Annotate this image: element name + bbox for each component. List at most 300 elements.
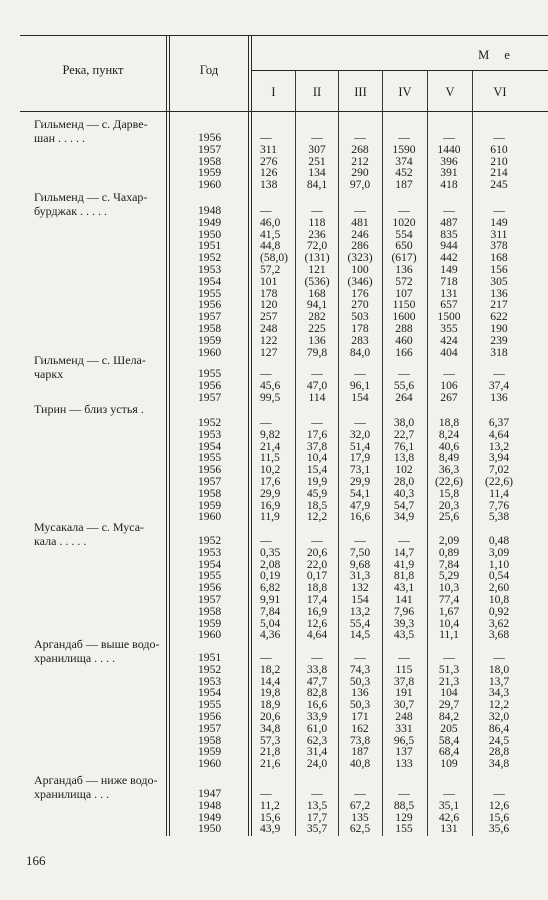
value-cell: 115 bbox=[395, 662, 413, 676]
value-cell: 7,96 bbox=[393, 604, 415, 618]
value-cell: 0,92 bbox=[488, 604, 510, 618]
year-cell: 1953 bbox=[198, 427, 222, 441]
value-cell: 718 bbox=[440, 274, 458, 288]
value-cell: — bbox=[443, 651, 455, 664]
value-cell: 137 bbox=[395, 745, 413, 759]
value-cell: 178 bbox=[260, 286, 278, 300]
value-cell: 21,6 bbox=[260, 757, 281, 771]
value-cell: 67,2 bbox=[349, 798, 371, 812]
value-cell: 481 bbox=[351, 215, 369, 229]
value-cell: 572 bbox=[395, 274, 413, 288]
value-cell: 5,38 bbox=[488, 510, 510, 524]
value-cell: 17,6 bbox=[306, 427, 328, 441]
value-cell: 5,04 bbox=[260, 616, 281, 630]
table-top-rule bbox=[20, 35, 548, 36]
value-cell: 17,6 bbox=[260, 475, 281, 488]
value-cell: 19,8 bbox=[260, 686, 281, 700]
value-cell: 24,5 bbox=[488, 733, 510, 747]
value-cell: 6,37 bbox=[488, 416, 510, 429]
value-cell: — bbox=[260, 131, 272, 144]
value-cell: 16,9 bbox=[306, 604, 328, 618]
value-cell: 38,0 bbox=[393, 416, 415, 429]
year-cell: 1955 bbox=[198, 698, 222, 712]
value-cell: 12,6 bbox=[488, 798, 510, 812]
value-cell: 212 bbox=[351, 154, 369, 168]
value-cell: 12,2 bbox=[306, 510, 328, 524]
value-cell: 15,8 bbox=[438, 486, 460, 500]
value-cell: 214 bbox=[490, 166, 508, 180]
value-cell: — bbox=[260, 787, 272, 800]
value-cell: 239 bbox=[490, 333, 508, 347]
value-cell: 264 bbox=[395, 390, 413, 404]
station-name-line: Мусакала — с. Муса- bbox=[34, 520, 145, 534]
value-cell: 96,1 bbox=[349, 378, 371, 392]
value-cell: 54,7 bbox=[393, 498, 415, 512]
value-cell: 305 bbox=[490, 274, 508, 288]
value-cell: 44,8 bbox=[260, 239, 281, 253]
value-cell: 1440 bbox=[437, 142, 461, 156]
value-cell: 17,7 bbox=[306, 810, 328, 824]
value-cell: 396 bbox=[440, 154, 458, 168]
year-cell: 1952 bbox=[198, 416, 222, 429]
year-cell: 1957 bbox=[198, 390, 222, 404]
value-cell: 21,4 bbox=[260, 439, 281, 453]
value-cell: 45,9 bbox=[306, 486, 328, 500]
value-cell: 205 bbox=[440, 721, 458, 735]
value-cell: — bbox=[311, 651, 323, 664]
value-cell: 1590 bbox=[392, 142, 416, 156]
value-cell: 35,7 bbox=[306, 822, 328, 836]
year-cell: 1957 bbox=[198, 310, 222, 324]
station-name-line: хранилища . . . . bbox=[34, 651, 116, 665]
value-cell: 267 bbox=[440, 390, 458, 404]
value-cell: 136 bbox=[395, 263, 413, 276]
value-cell: 162 bbox=[351, 721, 369, 735]
value-cell: 374 bbox=[395, 154, 413, 168]
value-cell: — bbox=[311, 416, 323, 429]
value-cell: 62,3 bbox=[306, 733, 328, 747]
value-cell: 122 bbox=[260, 333, 278, 347]
value-cell: 835 bbox=[440, 227, 458, 241]
value-cell: 156 bbox=[490, 263, 508, 276]
value-cell: 190 bbox=[490, 322, 508, 335]
value-cell: 50,3 bbox=[349, 698, 371, 712]
value-cell: 107 bbox=[395, 286, 413, 300]
value-cell: 4,64 bbox=[488, 427, 510, 441]
value-cell: 245 bbox=[490, 178, 508, 192]
value-cell: 43,5 bbox=[393, 628, 415, 642]
year-cell: 1948 bbox=[198, 798, 222, 812]
value-cell: 404 bbox=[440, 345, 458, 359]
value-cell: 442 bbox=[440, 251, 458, 265]
value-cell: 37,8 bbox=[306, 439, 328, 453]
value-cell: 168 bbox=[490, 251, 508, 265]
value-cell: 28,8 bbox=[488, 745, 510, 759]
value-cell: 136 bbox=[490, 286, 508, 300]
value-cell: (22,6) bbox=[484, 475, 513, 488]
value-cell: 33,8 bbox=[306, 662, 328, 676]
value-cell: 1,10 bbox=[488, 557, 510, 571]
value-cell: 18,5 bbox=[306, 498, 328, 512]
value-cell: 452 bbox=[395, 166, 413, 180]
value-cell: 84,1 bbox=[306, 178, 328, 192]
year-cell: 1959 bbox=[198, 333, 222, 347]
value-cell: 42,6 bbox=[438, 810, 460, 824]
value-cell: 106 bbox=[440, 378, 458, 392]
year-cell: 1955 bbox=[198, 286, 222, 300]
value-cell: 6,82 bbox=[260, 581, 281, 595]
value-cell: 34,3 bbox=[488, 686, 510, 700]
value-cell: 40,3 bbox=[393, 486, 415, 500]
value-cell: 2,09 bbox=[438, 534, 460, 547]
value-cell: 2,60 bbox=[488, 581, 510, 595]
value-cell: 30,7 bbox=[393, 698, 415, 712]
value-cell: 74,3 bbox=[349, 662, 371, 676]
value-cell: 29,7 bbox=[438, 698, 460, 712]
year-cell: 1954 bbox=[198, 686, 222, 700]
year-cell: 1955 bbox=[198, 569, 222, 583]
value-cell: 286 bbox=[351, 239, 369, 253]
value-cell: 217 bbox=[490, 298, 508, 312]
value-cell: — bbox=[398, 787, 410, 800]
place-column-divider bbox=[166, 36, 170, 836]
value-cell: 424 bbox=[440, 333, 458, 347]
year-cell: 1953 bbox=[198, 545, 222, 559]
value-cell: 138 bbox=[260, 178, 278, 192]
value-cell: — bbox=[398, 204, 410, 217]
station-name-line: Гильменд — с. Дарве- bbox=[34, 117, 148, 131]
value-cell: 25,6 bbox=[438, 510, 460, 524]
value-cell: 276 bbox=[260, 154, 278, 168]
station-name-line: чаркх bbox=[34, 367, 64, 381]
value-cell: 109 bbox=[440, 757, 458, 771]
column-divider-5 bbox=[472, 71, 473, 836]
value-cell: 11,2 bbox=[260, 798, 280, 812]
value-cell: 11,9 bbox=[260, 510, 280, 524]
value-cell: 268 bbox=[351, 142, 369, 156]
value-cell: 47,9 bbox=[349, 498, 371, 512]
value-cell: 307 bbox=[308, 142, 326, 156]
value-cell: 24,0 bbox=[306, 757, 328, 771]
value-cell: 31,3 bbox=[349, 569, 371, 583]
year-cell: 1958 bbox=[198, 733, 222, 747]
value-cell: — bbox=[354, 416, 366, 429]
header-month-6: VI bbox=[493, 85, 507, 99]
value-cell: 1020 bbox=[392, 215, 416, 229]
value-cell: 154 bbox=[351, 593, 369, 606]
header-month-4: IV bbox=[398, 85, 412, 99]
value-cell: 72,0 bbox=[306, 239, 328, 253]
value-cell: 101 bbox=[260, 274, 278, 288]
value-cell: 7,84 bbox=[438, 557, 460, 571]
header-month-3: III bbox=[354, 85, 367, 99]
value-cell: 15,6 bbox=[488, 810, 510, 824]
value-cell: — bbox=[354, 131, 366, 144]
value-cell: 40,6 bbox=[438, 439, 460, 453]
value-cell: 270 bbox=[351, 298, 369, 312]
value-cell: 0,89 bbox=[438, 545, 460, 559]
header-month-group: М е bbox=[478, 48, 516, 62]
value-cell: 77,4 bbox=[438, 593, 460, 606]
value-cell: 61,0 bbox=[306, 721, 328, 735]
station-name-line: Аргандаб — ниже водо- bbox=[34, 773, 158, 787]
value-cell: 176 bbox=[351, 286, 369, 300]
year-cell: 1960 bbox=[198, 345, 222, 359]
value-cell: (617) bbox=[391, 251, 417, 265]
value-cell: 19,9 bbox=[306, 475, 328, 488]
value-cell: 16,6 bbox=[306, 698, 328, 712]
value-cell: 15,6 bbox=[260, 810, 281, 824]
value-cell: (346) bbox=[347, 274, 373, 288]
value-cell: 99,5 bbox=[260, 390, 281, 404]
value-cell: 5,29 bbox=[438, 569, 460, 583]
year-cell: 1958 bbox=[198, 154, 222, 168]
value-cell: 97,0 bbox=[349, 178, 371, 192]
value-cell: 20,3 bbox=[438, 498, 460, 512]
station-name-line: хранилища . . . bbox=[34, 787, 110, 801]
value-cell: 650 bbox=[395, 239, 413, 253]
year-cell: 1957 bbox=[198, 593, 222, 606]
value-cell: 73,8 bbox=[349, 733, 371, 747]
value-cell: 9,82 bbox=[260, 427, 281, 441]
value-cell: 126 bbox=[260, 166, 278, 180]
value-cell: 47,7 bbox=[306, 674, 328, 688]
value-cell: 14,5 bbox=[349, 628, 371, 642]
value-cell: 4,36 bbox=[260, 628, 281, 642]
value-cell: 22,7 bbox=[393, 427, 415, 441]
value-cell: 84,2 bbox=[438, 710, 460, 723]
value-cell: 0,48 bbox=[488, 534, 510, 547]
value-cell: — bbox=[398, 367, 410, 380]
year-cell: 1948 bbox=[198, 204, 222, 217]
value-cell: 82,8 bbox=[306, 686, 328, 700]
value-cell: 10,3 bbox=[438, 581, 460, 595]
year-cell: 1950 bbox=[198, 822, 222, 836]
value-cell: (323) bbox=[347, 251, 373, 265]
year-cell: 1956 bbox=[198, 131, 222, 144]
value-cell: 39,3 bbox=[393, 616, 415, 630]
value-cell: — bbox=[493, 204, 505, 217]
value-cell: — bbox=[311, 367, 323, 380]
value-cell: 191 bbox=[395, 686, 413, 700]
value-cell: 16,9 bbox=[260, 498, 281, 512]
value-cell: 129 bbox=[395, 810, 413, 824]
value-cell: 14,4 bbox=[260, 674, 281, 688]
value-cell: 3,68 bbox=[488, 628, 510, 642]
year-cell: 1957 bbox=[198, 721, 222, 735]
value-cell: 1500 bbox=[437, 310, 461, 324]
value-cell: 22,0 bbox=[306, 557, 328, 571]
value-cell: 31,4 bbox=[306, 745, 328, 759]
year-cell: 1959 bbox=[198, 745, 222, 759]
year-cell: 1960 bbox=[198, 628, 222, 642]
value-cell: 248 bbox=[395, 710, 413, 723]
value-cell: (58,0) bbox=[260, 251, 289, 265]
value-cell: — bbox=[493, 651, 505, 664]
value-cell: 503 bbox=[351, 310, 369, 324]
value-cell: 54,1 bbox=[349, 486, 371, 500]
value-cell: 18,0 bbox=[488, 662, 510, 676]
value-cell: 10,4 bbox=[306, 451, 328, 465]
value-cell: 3,62 bbox=[488, 616, 510, 630]
value-cell: (22,6) bbox=[434, 475, 463, 488]
header-year: Год bbox=[199, 63, 219, 77]
year-cell: 1960 bbox=[198, 510, 222, 524]
value-cell: 10,8 bbox=[488, 593, 510, 606]
value-cell: 225 bbox=[308, 322, 326, 335]
value-cell: 10,4 bbox=[438, 616, 460, 630]
header-month-1: I bbox=[271, 85, 276, 99]
year-cell: 1950 bbox=[198, 227, 222, 241]
year-cell: 1960 bbox=[198, 757, 222, 771]
value-cell: 37,4 bbox=[488, 378, 510, 392]
value-cell: 35,1 bbox=[438, 798, 460, 812]
value-cell: 168 bbox=[308, 286, 326, 300]
year-cell: 1954 bbox=[198, 439, 222, 453]
value-cell: 187 bbox=[395, 178, 413, 192]
value-cell: 36,3 bbox=[438, 463, 460, 477]
year-cell: 1959 bbox=[198, 166, 222, 180]
value-cell: 8,24 bbox=[438, 427, 460, 441]
header-bottom-rule bbox=[20, 111, 548, 112]
value-cell: 40,8 bbox=[349, 757, 371, 771]
value-cell: 133 bbox=[395, 757, 413, 771]
value-cell: — bbox=[260, 204, 272, 217]
value-cell: 7,50 bbox=[349, 545, 371, 559]
months-subheader-rule bbox=[252, 70, 548, 71]
value-cell: — bbox=[398, 651, 410, 664]
value-cell: 311 bbox=[490, 227, 508, 241]
value-cell: 13,2 bbox=[488, 439, 510, 453]
value-cell: 246 bbox=[351, 227, 369, 241]
value-cell: 73,1 bbox=[349, 463, 371, 477]
value-cell: 79,8 bbox=[306, 345, 328, 359]
value-cell: 68,4 bbox=[438, 745, 460, 759]
value-cell: 0,19 bbox=[260, 569, 281, 583]
value-cell: 18,8 bbox=[438, 416, 460, 429]
value-cell: 155 bbox=[395, 822, 413, 836]
value-cell: — bbox=[443, 204, 455, 217]
value-cell: 51,3 bbox=[438, 662, 460, 676]
value-cell: 34,8 bbox=[488, 757, 510, 771]
value-cell: 0,54 bbox=[488, 569, 510, 583]
value-cell: 120 bbox=[260, 298, 278, 312]
value-cell: 12,6 bbox=[306, 616, 328, 630]
value-cell: — bbox=[260, 651, 272, 664]
value-cell: 3,09 bbox=[488, 545, 510, 559]
header-place: Река, пункт bbox=[62, 63, 124, 77]
value-cell: 13,8 bbox=[393, 451, 415, 465]
year-cell: 1954 bbox=[198, 557, 222, 571]
value-cell: 12,2 bbox=[488, 698, 510, 712]
value-cell: 41,9 bbox=[393, 557, 415, 571]
value-cell: — bbox=[443, 131, 455, 144]
value-cell: 136 bbox=[351, 686, 369, 700]
value-cell: — bbox=[398, 131, 410, 144]
value-cell: 16,6 bbox=[349, 510, 371, 524]
year-cell: 1953 bbox=[198, 674, 222, 688]
value-cell: 81,8 bbox=[393, 569, 415, 583]
value-cell: 149 bbox=[440, 263, 458, 276]
value-cell: — bbox=[443, 787, 455, 800]
value-cell: 11,4 bbox=[489, 486, 509, 500]
value-cell: 29,9 bbox=[349, 475, 371, 488]
value-cell: 47,0 bbox=[306, 378, 328, 392]
year-cell: 1956 bbox=[198, 378, 222, 392]
year-cell: 1953 bbox=[198, 263, 222, 276]
value-cell: 7,02 bbox=[488, 463, 510, 477]
station-name-line: шан . . . . . bbox=[34, 131, 85, 145]
year-cell: 1947 bbox=[198, 787, 222, 800]
header-month-2: II bbox=[312, 85, 322, 99]
value-cell: 2,08 bbox=[260, 557, 281, 571]
value-cell: — bbox=[311, 204, 323, 217]
year-cell: 1956 bbox=[198, 710, 222, 723]
value-cell: 149 bbox=[490, 215, 508, 229]
value-cell: 84,0 bbox=[349, 345, 371, 359]
value-cell: — bbox=[311, 534, 323, 547]
value-cell: 135 bbox=[351, 810, 369, 824]
value-cell: 9,68 bbox=[349, 557, 371, 571]
year-cell: 1952 bbox=[198, 662, 222, 676]
value-cell: 50,3 bbox=[349, 674, 371, 688]
value-cell: 331 bbox=[395, 721, 413, 735]
value-cell: 8,49 bbox=[438, 451, 460, 465]
value-cell: 248 bbox=[260, 322, 278, 335]
value-cell: 32,0 bbox=[349, 427, 371, 441]
value-cell: 355 bbox=[440, 322, 458, 335]
value-cell: 171 bbox=[351, 710, 369, 723]
year-cell: 1952 bbox=[198, 251, 222, 265]
value-cell: 35,6 bbox=[488, 822, 510, 836]
value-cell: — bbox=[354, 787, 366, 800]
value-cell: 1150 bbox=[392, 298, 416, 312]
value-cell: 210 bbox=[490, 154, 508, 168]
value-cell: 13,5 bbox=[306, 798, 328, 812]
year-cell: 1955 bbox=[198, 451, 222, 465]
year-cell: 1949 bbox=[198, 810, 222, 824]
value-cell: 51,4 bbox=[349, 439, 371, 453]
value-cell: 18,9 bbox=[260, 698, 281, 712]
value-cell: 134 bbox=[308, 166, 326, 180]
value-cell: — bbox=[493, 787, 505, 800]
year-cell: 1959 bbox=[198, 498, 222, 512]
value-cell: 76,1 bbox=[393, 439, 415, 453]
year-cell: 1959 bbox=[198, 616, 222, 630]
year-cell: 1956 bbox=[198, 298, 222, 312]
year-cell: 1957 bbox=[198, 142, 222, 156]
year-cell: 1949 bbox=[198, 215, 222, 229]
value-cell: 114 bbox=[308, 390, 326, 404]
value-cell: 141 bbox=[395, 593, 413, 606]
value-cell: 55,4 bbox=[349, 616, 371, 630]
value-cell: 554 bbox=[395, 227, 413, 241]
value-cell: 121 bbox=[308, 263, 326, 276]
value-cell: 34,9 bbox=[393, 510, 415, 524]
value-cell: 418 bbox=[440, 178, 458, 192]
value-cell: 257 bbox=[260, 310, 278, 324]
value-cell: 55,6 bbox=[393, 378, 415, 392]
value-cell: 487 bbox=[440, 215, 458, 229]
value-cell: 58,4 bbox=[438, 733, 460, 747]
station-name-line: Гильменд — с. Шела- bbox=[34, 353, 146, 367]
value-cell: 62,5 bbox=[349, 822, 371, 836]
value-cell: 29,9 bbox=[260, 486, 281, 500]
value-cell: — bbox=[354, 204, 366, 217]
value-cell: 21,3 bbox=[438, 674, 460, 688]
value-cell: 21,8 bbox=[260, 745, 281, 759]
value-cell: — bbox=[443, 367, 455, 380]
